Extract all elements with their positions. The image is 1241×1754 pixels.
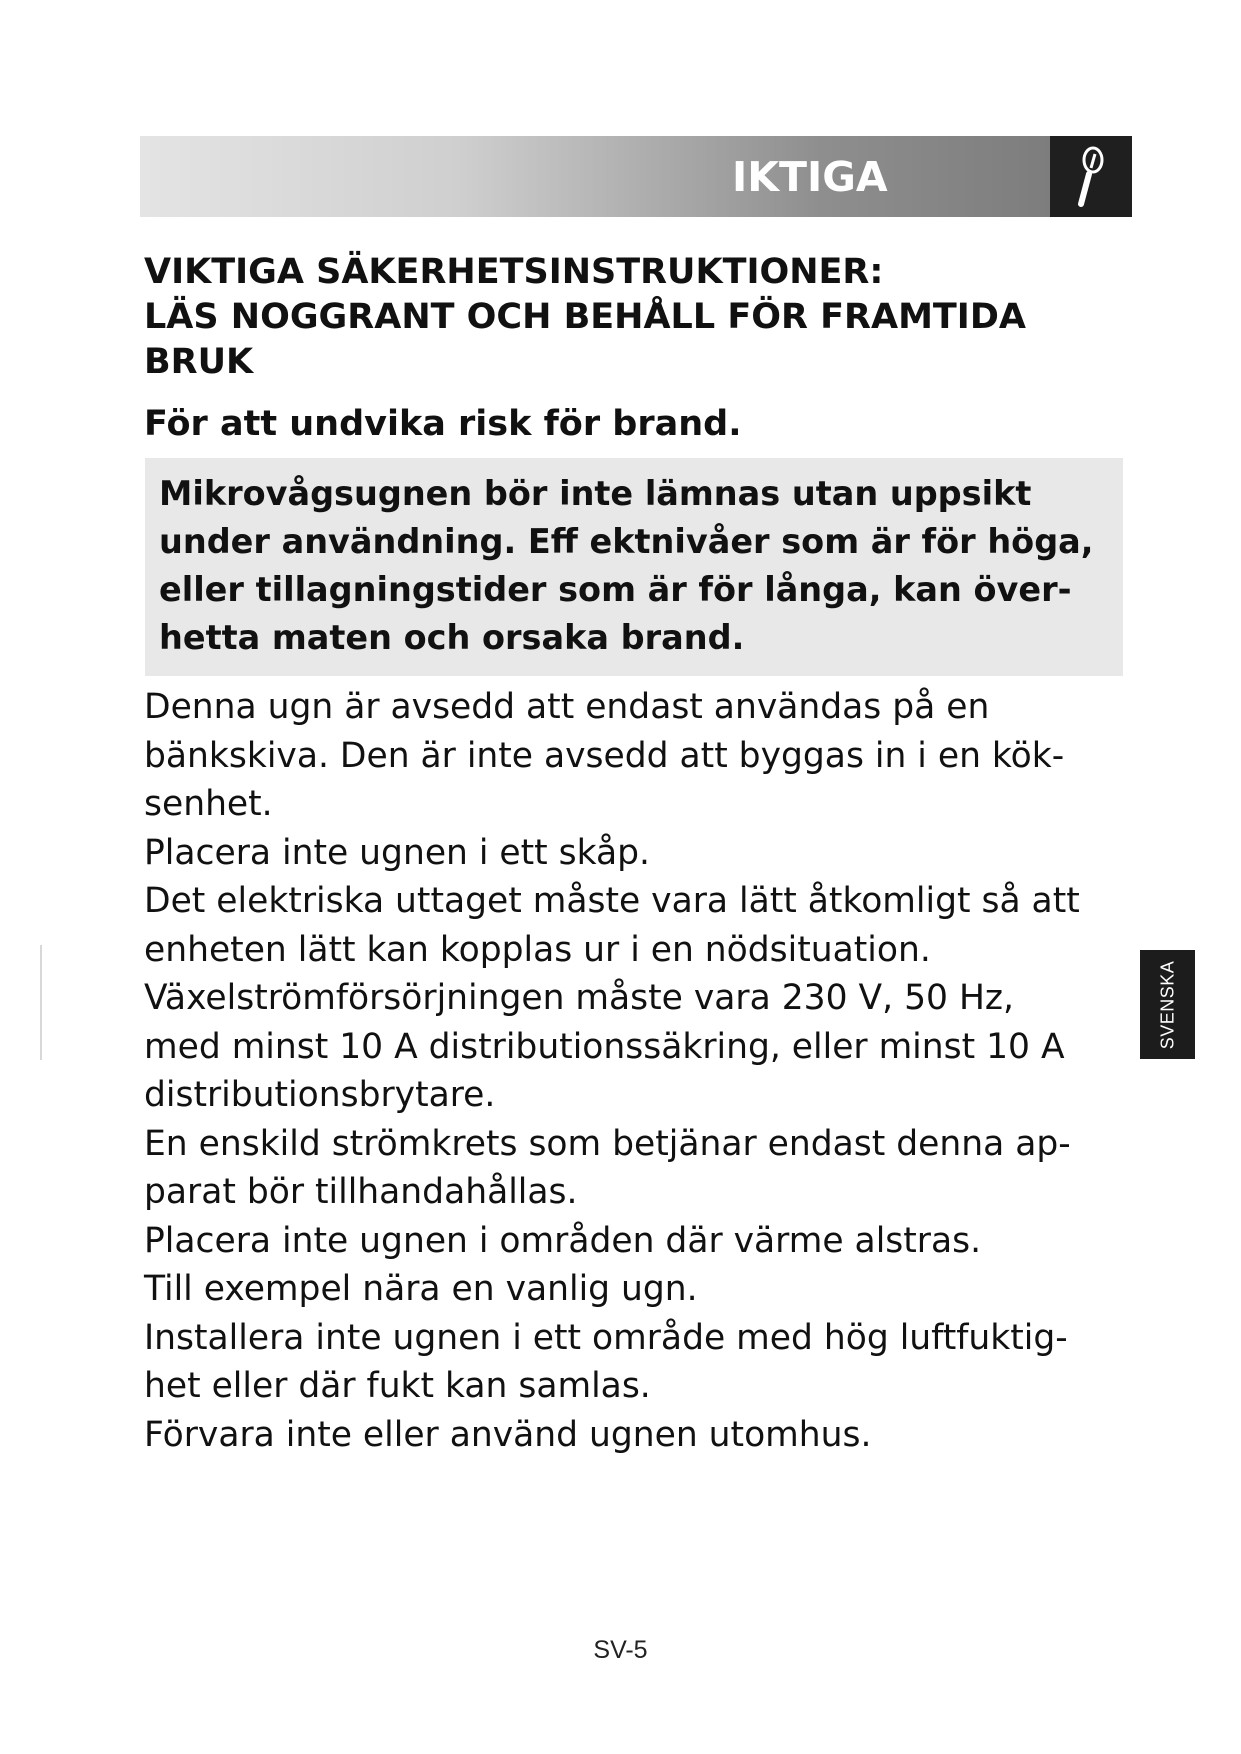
body-line: Till exempel nära en vanlig ugn. (144, 1269, 698, 1309)
body-line: parat bör tillhandahållas. (144, 1172, 578, 1212)
warning-text (159, 470, 1094, 662)
body-line: bänkskiva. Den är inte avsedd att byggas in i en kök- (144, 735, 1065, 776)
body-line: Placera inte ugnen i områden där värme alstras. (144, 1220, 982, 1261)
body-line: Växelströmförsörjningen måste vara 230 V, 50 Hz, (144, 978, 1014, 1018)
fire-risk-subheading: För att undvika risk för brand. (144, 404, 742, 444)
heading-line: VIKTIGA SÄKERHETSINSTRUKTIONER: (144, 252, 884, 292)
main-heading (144, 250, 1104, 385)
section-header-title: IKTIGA (732, 153, 888, 201)
exclamation-info-icon (1069, 146, 1113, 208)
page-edge-mark (40, 945, 42, 1060)
warning-line: under användning. Eff ektnivåer som är för höga, (159, 522, 1094, 561)
header-icon-box (1050, 136, 1132, 217)
warning-line: hetta maten och orsaka brand. (159, 618, 745, 657)
body-line: het eller där fukt kan samlas. (144, 1366, 651, 1406)
body-line: Denna ugn är avsedd att endast användas på en (144, 687, 990, 727)
body-line: Placera inte ugnen i ett skåp. (144, 832, 651, 873)
language-tab (1140, 950, 1195, 1059)
body-line: senhet. (144, 784, 273, 824)
body-line: med minst 10 A distributionssäkring, eller minst 10 A (144, 1026, 1065, 1067)
warning-line: eller tillagningstider som är för långa, kan över- (159, 570, 1072, 609)
page-number: SV-5 (593, 1636, 648, 1664)
body-line: Det elektriska uttaget måste vara lätt åtkomligt så att (144, 881, 1080, 921)
warning-line: Mikrovågsugnen bör inte lämnas utan uppsikt (159, 474, 1032, 513)
section-header-bar (140, 136, 1050, 217)
body-line: Förvara inte eller använd ugnen utomhus. (144, 1414, 872, 1455)
body-text (144, 683, 1080, 1459)
heading-line: BRUK (144, 342, 254, 382)
body-line: enheten lätt kan kopplas ur i en nödsituation. (144, 929, 931, 970)
body-line: Installera inte ugnen i ett område med hög luftfuktig- (144, 1317, 1068, 1358)
language-tab-label: SVENSKA (1157, 960, 1177, 1049)
heading-line: LÄS NOGGRANT OCH BEHÅLL FÖR FRAMTIDA (144, 297, 1026, 337)
body-line: En enskild strömkrets som betjänar endast denna ap- (144, 1123, 1071, 1164)
body-line: distributionsbrytare. (144, 1075, 496, 1115)
